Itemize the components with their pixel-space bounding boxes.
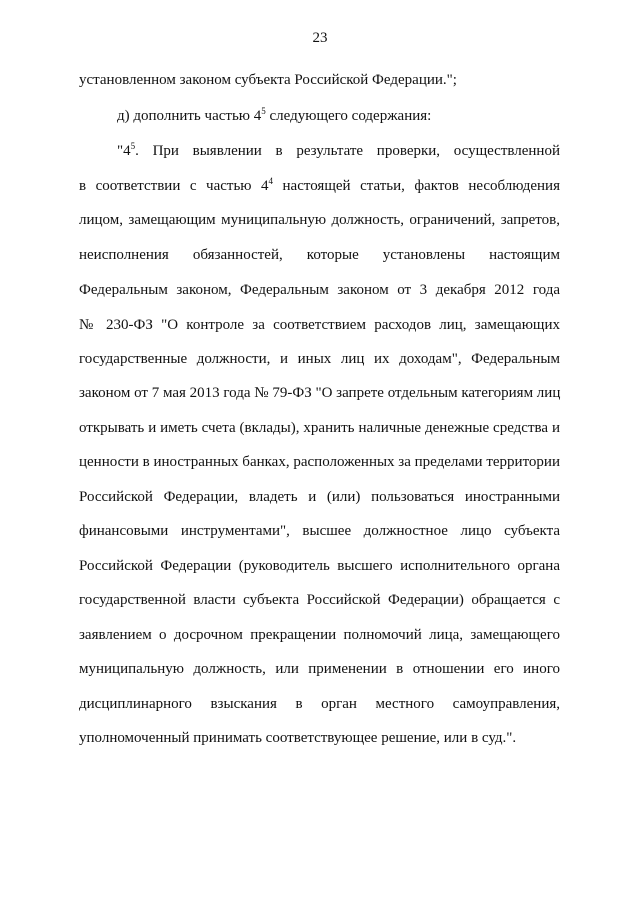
- text-line: уполномоченный принимать соответствующее решение, или в суд.".: [79, 730, 517, 746]
- text-line: "$4^5$. При выявлении в результате проверки, осуществленной: [117, 141, 560, 159]
- text-line: финансовыми инструментами", высшее должностное лицо субъекта: [79, 523, 560, 539]
- text-line: дисциплинарного взыскания в орган местного самоуправления,: [79, 696, 560, 712]
- text-line: Федеральным законом, Федеральным законом от 3 декабря 2012 года: [79, 282, 560, 298]
- text-line: муниципальную должность, или применении в отношении его иного: [79, 661, 560, 677]
- text-line: законом от 7 мая 2013 года № 79-ФЗ "О запрете отдельным категориям лиц: [79, 385, 561, 401]
- text-line: Российской Федерации (руководитель высшего исполнительного органа: [79, 558, 560, 574]
- text-line: № 230-ФЗ "О контроле за соответствием расходов лиц, замещающих: [79, 317, 560, 333]
- page-number: 23: [312, 30, 328, 46]
- text-line: Российской Федерации, владеть и (или) пользоваться иностранными: [79, 489, 560, 505]
- text-line: неисполнения обязанностей, которые установлены настоящим: [79, 247, 560, 263]
- text-line: заявлением о досрочном прекращении полномочий лица, замещающего: [79, 627, 560, 643]
- text-line: открывать и иметь счета (вклады), хранить наличные денежные средства и: [79, 420, 560, 436]
- text-line: в соответствии с частью $4^4$ настоящей статьи, фактов несоблюдения: [79, 176, 560, 194]
- text-line: государственной власти субъекта Российской Федерации) обращается с: [79, 592, 560, 608]
- text-line: установленном законом субъекта Российской Федерации.";: [79, 72, 457, 88]
- text-line: д) дополнить частью $4^5$ следующего содержания:: [117, 106, 432, 124]
- text-line: лицом, замещающим муниципальную должность, ограничений, запретов,: [79, 212, 560, 228]
- text-line: ценности в иностранных банках, расположенных за пределами территории: [79, 454, 560, 470]
- text-line: государственные должности, и иных лиц их доходам", Федеральным: [79, 351, 560, 367]
